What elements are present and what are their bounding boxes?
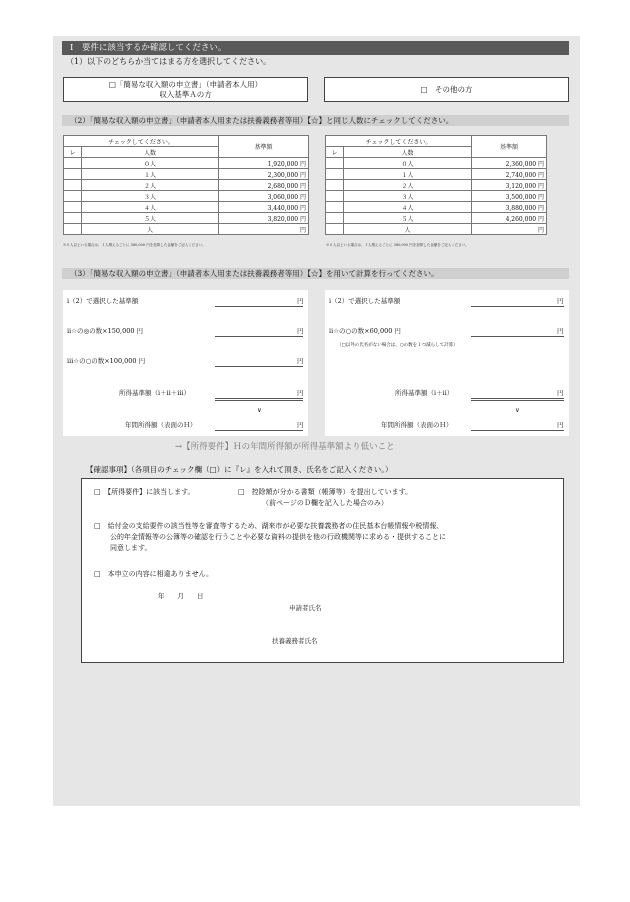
- check-cell[interactable]: [64, 202, 82, 213]
- calc-right-ii-label: ⅱ☆の○の数×60,000 円: [329, 327, 401, 335]
- choice-other[interactable]: □ その他の方: [324, 77, 569, 102]
- calc-left-i-field[interactable]: [215, 306, 303, 307]
- calc-right-total-yen: 円: [557, 389, 564, 397]
- people-cell: ４人: [82, 202, 219, 213]
- check-cell[interactable]: [64, 191, 82, 202]
- calc-panel-right: [325, 290, 569, 436]
- income-requirement-line: →【所得要件】Ｈの年間所得額が所得基準額より低いこと: [175, 442, 395, 452]
- amount-header: 基準額: [472, 136, 547, 158]
- confirm-heading: 【確認事項】（各項目のチェック欄（□）に『レ』を入れて頂き、氏名をご記入ください。）: [86, 465, 393, 474]
- check-cell[interactable]: [326, 213, 344, 224]
- amount-cell[interactable]: 円: [219, 224, 309, 235]
- amount-cell: 4,260,000 円: [472, 213, 547, 224]
- standard-amount-table-right: [325, 135, 547, 235]
- amount-cell: 2,300,000 円: [219, 169, 309, 180]
- check-cell[interactable]: [326, 169, 344, 180]
- check-cell[interactable]: [326, 224, 344, 235]
- calc-right-i-yen: 円: [557, 297, 564, 305]
- amount-cell[interactable]: 円: [472, 224, 547, 235]
- confirm-item-deduction[interactable]: □ 控除額が分かる書類（帳簿等）を提出しています。: [238, 488, 413, 496]
- subsection-3-title: （3）「簡易な収入額の申立書」（申請者本人用または扶養義務者等用）【☆】を用いて計算を行ってください。: [62, 268, 569, 279]
- calc-left-ii-label: ⅱ☆の◎の数×150,000 円: [67, 327, 144, 335]
- amount-cell: 2,360,000 円: [472, 158, 547, 169]
- check-cell[interactable]: [64, 213, 82, 224]
- applicant-name-label: 申請者氏名: [289, 604, 322, 612]
- check-cell[interactable]: [64, 169, 82, 180]
- people-cell: ２人: [82, 180, 219, 191]
- check-header: チェックしてください。: [326, 136, 472, 147]
- table-row: [64, 158, 309, 169]
- supporter-name-label: 扶養義務者氏名: [272, 637, 318, 645]
- people-cell: ２人: [344, 180, 472, 191]
- people-cell: ３人: [344, 191, 472, 202]
- calc-left-ii-field[interactable]: [215, 336, 303, 337]
- standard-amount-table-left: [63, 135, 309, 235]
- amount-cell: 3,500,000 円: [472, 191, 547, 202]
- calc-left-i-yen: 円: [297, 297, 304, 305]
- calc-right-i-field[interactable]: [471, 306, 564, 307]
- calc-left-total-yen: 円: [297, 389, 304, 397]
- table-row: [326, 202, 547, 213]
- calc-left-ii-yen: 円: [297, 327, 304, 335]
- section-header: Ⅰ 要件に該当するか確認してください。: [62, 41, 569, 55]
- table-row: [64, 224, 309, 235]
- check-col-header: レ: [326, 147, 344, 158]
- amount-cell: 1,920,000 円: [219, 158, 309, 169]
- table-row: [64, 180, 309, 191]
- table-row: [326, 158, 547, 169]
- calc-right-annual-label: 年間所得額（表面のＨ）: [381, 421, 453, 429]
- table-right-note: ※６人以上いる場合は、１人増えるごとに 380,000 円を加算した金額をご記入ください。: [326, 243, 469, 247]
- calc-right-total-label: 所得基準額（ⅰ＋ⅱ）: [395, 389, 454, 397]
- table-row: [64, 191, 309, 202]
- confirm-item-income[interactable]: □ 【所得要件】に該当します。: [94, 488, 195, 496]
- calc-left-annual-yen: 円: [297, 421, 304, 429]
- people-cell: ５人: [82, 213, 219, 224]
- people-cell: １人: [344, 169, 472, 180]
- calc-left-annual-label: 年間所得額（表面のＨ）: [125, 421, 197, 429]
- calc-right-ii-field[interactable]: [471, 336, 564, 337]
- calc-right-annual-yen: 円: [557, 421, 564, 429]
- table-row: [326, 213, 547, 224]
- people-cell: ０人: [82, 158, 219, 169]
- choice-a-line2: 収入基準Ａの方: [159, 90, 212, 99]
- people-cell: ３人: [82, 191, 219, 202]
- confirm-item-deduction-note: （前ページのＤ欄を記入した場合のみ）: [262, 499, 388, 507]
- rows-left: [64, 158, 309, 235]
- subsection-1-title: （1）以下のどちらか当てはまる方を選択してください。: [66, 57, 272, 66]
- table-row: [64, 169, 309, 180]
- calc-left-annual-field[interactable]: [215, 430, 303, 431]
- confirm-item-consent-2: 公的年金情報等の公簿等の確認を行うことや必要な資料の提供を他の行政機関等に求める・提供することに: [110, 533, 446, 541]
- table-row: [64, 213, 309, 224]
- calc-left-iii-label: ⅲ☆の○の数×100,000 円: [67, 357, 146, 365]
- calc-left-iii-field[interactable]: [215, 366, 303, 367]
- people-col-header: 人数: [82, 147, 219, 158]
- table-row: [326, 180, 547, 191]
- amount-cell: 2,740,000 円: [472, 169, 547, 180]
- confirm-item-truthful[interactable]: □ 本申立の内容に相違ありません。: [94, 570, 214, 578]
- amount-header: 基準額: [219, 136, 309, 158]
- people-cell: １人: [82, 169, 219, 180]
- amount-cell: 2,680,000 円: [219, 180, 309, 191]
- check-cell[interactable]: [326, 158, 344, 169]
- table-row: [64, 202, 309, 213]
- calc-right-note: （□以外の氏名がない場合は、○の数を１つ減らして計算）: [337, 343, 458, 348]
- check-header: チェックしてください。: [64, 136, 219, 147]
- choice-income-standard-a[interactable]: [63, 77, 308, 102]
- people-col-header: 人数: [344, 147, 472, 158]
- people-cell: ４人: [344, 202, 472, 213]
- calc-right-total-field[interactable]: [471, 398, 564, 401]
- people-cell: ５人: [344, 213, 472, 224]
- table-row: [326, 191, 547, 202]
- check-cell[interactable]: [64, 158, 82, 169]
- check-cell[interactable]: [64, 224, 82, 235]
- check-cell[interactable]: [326, 202, 344, 213]
- calc-left-iii-yen: 円: [297, 357, 304, 365]
- people-cell[interactable]: 人: [344, 224, 472, 235]
- amount-cell: 3,820,000 円: [219, 213, 309, 224]
- calc-right-compare: ∨: [515, 406, 520, 414]
- rows-right: [326, 158, 547, 235]
- confirm-item-consent-3: 同意します。: [110, 544, 152, 552]
- people-cell[interactable]: 人: [82, 224, 219, 235]
- amount-cell: 3,060,000 円: [219, 191, 309, 202]
- table-row: [326, 169, 547, 180]
- people-cell: ０人: [344, 158, 472, 169]
- check-cell[interactable]: [64, 180, 82, 191]
- check-cell[interactable]: [326, 180, 344, 191]
- subsection-2-title: （2）「簡易な収入額の申立書」（申請者本人用または扶養義務者等用）【☆】と同じ人数にチェックしてください。: [62, 115, 569, 126]
- date-field[interactable]: 年 月 日: [158, 592, 204, 600]
- check-cell[interactable]: [326, 191, 344, 202]
- table-left-note: ※６人以上いる場合は、１人増えるごとに 380,000 円を加算した金額をご記入ください。: [63, 243, 206, 247]
- calc-left-total-field[interactable]: [215, 398, 303, 401]
- confirm-box: [81, 478, 564, 663]
- check-col-header: レ: [64, 147, 82, 158]
- calc-left-total-label: 所得基準額（ⅰ＋ⅱ＋ⅲ）: [119, 389, 190, 397]
- confirm-item-consent-1[interactable]: □ 給付金の支給要件の該当性等を審査等するため、湖来市が必要な扶養義務者の住民基本台帳情報や税情報、: [94, 522, 444, 530]
- table-row: [326, 224, 547, 235]
- calc-panel-left: [63, 290, 308, 436]
- calc-right-annual-field[interactable]: [471, 430, 564, 431]
- amount-cell: 3,880,000 円: [472, 202, 547, 213]
- calc-right-i-label: ⅰ（2）で選択した基準額: [329, 297, 401, 305]
- calc-left-i-label: ⅰ（2）で選択した基準額: [67, 297, 139, 305]
- amount-cell: 3,120,000 円: [472, 180, 547, 191]
- calc-left-compare: ∨: [257, 406, 262, 414]
- calc-right-ii-yen: 円: [557, 327, 564, 335]
- choice-a-line1: □「簡易な収入額の申立書」（申請者本人用）: [108, 80, 263, 89]
- amount-cell: 3,440,000 円: [219, 202, 309, 213]
